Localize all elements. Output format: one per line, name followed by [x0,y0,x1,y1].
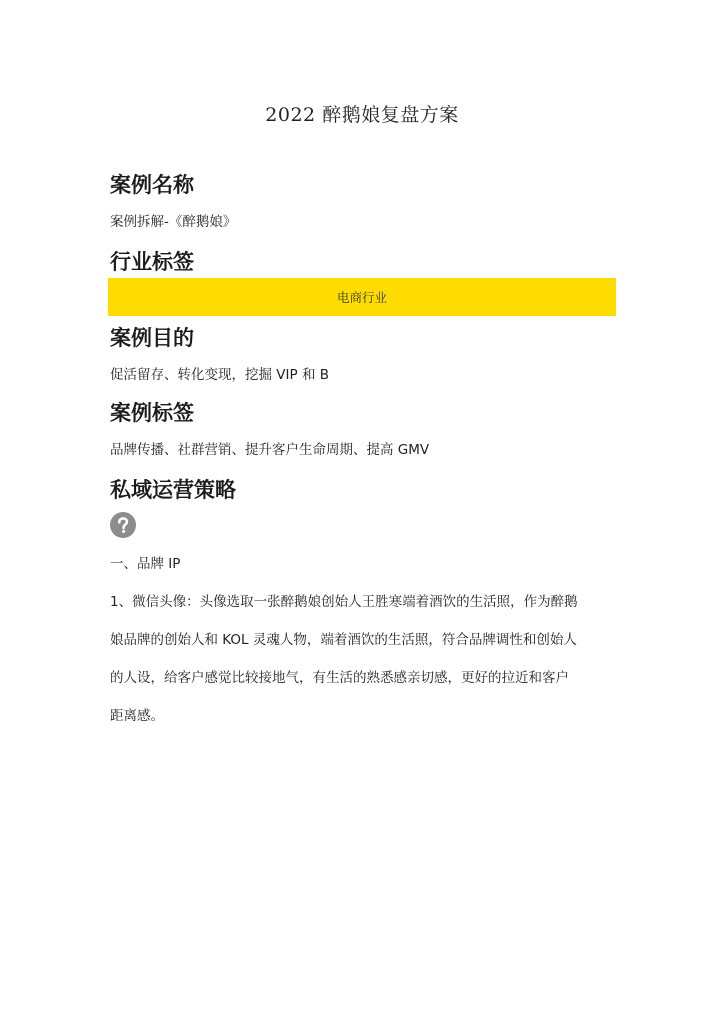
question-circle-icon[interactable] [110,512,136,538]
industry-tag-bar [108,278,616,316]
paragraph-line: 的人设，给客户感觉比较接地气，有生活的熟悉感亲切感，更好的拉近和客户 [110,670,569,686]
case-goal-heading: 案例目的 [110,326,194,350]
case-goal-text: 促活留存、转化变现，挖掘 VIP 和 B [110,367,329,383]
case-tags-heading: 案例标签 [110,401,194,425]
question-mark-glyph [110,512,136,538]
section-brand-ip: 一、品牌 IP [110,556,181,572]
industry-tag-label: 电商行业 [336,290,387,305]
paragraph-line: 1、微信头像：头像选取一张醉鹅娘创始人王胜寒端着酒饮的生活照，作为醉鹅 [110,594,578,610]
brand-ip-paragraph [110,583,620,735]
case-name-heading: 案例名称 [110,173,194,197]
paragraph-line: 娘品牌的创始人和 KOL 灵魂人物，端着酒饮的生活照，符合品牌调性和创始人 [110,632,577,648]
paragraph-line: 距离感。 [110,708,164,724]
case-tags-text: 品牌传播、社群营销、提升客户生命周期、提高 GMV [110,442,430,458]
case-name-text: 案例拆解-《醉鹅娘》 [110,214,237,230]
strategy-heading: 私域运营策略 [110,478,236,502]
document-title: 2022 醉鹅娘复盘方案 [265,104,459,126]
industry-tag-heading: 行业标签 [110,250,194,274]
